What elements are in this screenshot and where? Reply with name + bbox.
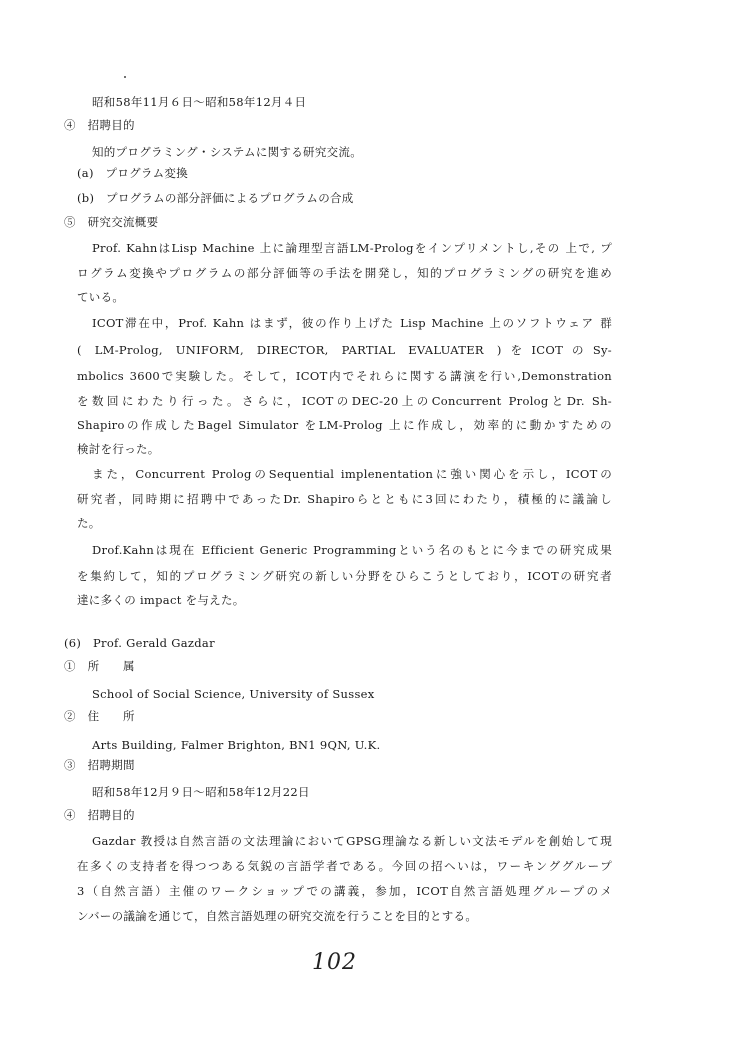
prev-purpose-heading: ④ 招聘目的: [64, 118, 135, 132]
gazdar-period-heading: ③ 招聘期間: [64, 758, 135, 772]
summary-line: ている。: [77, 290, 125, 304]
gazdar-purpose-line: 3（自然言語）主催のワークショップでの講義，参加，ICOT自然言語処理グループのメ: [77, 884, 612, 898]
gazdar-purpose-line: Gazdar 教授は自然言語の文法理論においてGPSG理論なる新しい文法モデルを創始して現: [92, 834, 612, 848]
gazdar-heading: (6) Prof. Gerald Gazdar: [64, 636, 215, 650]
summary-line: Prof. KahnはLisp Machine 上に論理型言語LM-Prologをインプリメントし,その 上で, プ: [92, 241, 612, 255]
page-number: 102: [312, 950, 357, 975]
summary-line: Drof.Kahnは現在 Efficient Generic Programmingという名のもとに今までの研究成果: [92, 543, 612, 557]
prev-summary-heading: ⑤ 研究交流概要: [64, 215, 159, 229]
summary-line: ICOT滞在中，Prof. Kahn はまず，彼の作り上げた Lisp Machine 上のソフトウェア 群: [92, 316, 612, 330]
summary-line: を数回にわたり行った。さらに，ICOTのDEC-20上のConcurrent PrologとDr. Sh-: [77, 394, 612, 408]
gazdar-purpose-line: ンバーの議論を通じて，自然言語処理の研究交流を行うことを目的とする。: [77, 909, 478, 923]
summary-line: ログラム変換やプログラムの部分評価等の手法を開発し，知的プログラミングの研究を進め: [77, 266, 612, 280]
prev-purpose-text: 知的プログラミング・システムに関する研究交流。: [92, 145, 363, 159]
summary-line: また，Concurrent PrologのSequential implenentationに強い関心を示し，ICOTの: [92, 467, 612, 481]
summary-line: 達に多くの impact を与えた。: [77, 593, 245, 607]
summary-line: Shapiroの作成したBagel Simulator をLM-Prolog 上に作成し，効率的に動かすための: [77, 418, 612, 432]
gazdar-purpose-heading: ④ 招聘目的: [64, 808, 135, 822]
summary-line: mbolics 3600で実験した。そして，ICOT内でそれらに関する講演を行い,Demonstration: [77, 369, 612, 383]
gazdar-address: Arts Building, Falmer Brighton, BN1 9QN, U.K.: [92, 738, 381, 752]
gazdar-purpose-line: 在多くの支持者を得つつある気鋭の言語学者である。今回の招へいは，ワーキンググループ: [77, 859, 612, 873]
gazdar-affiliation: School of Social Science, University of Sussex: [92, 687, 375, 701]
prev-period: 昭和58年11月６日〜昭和58年12月４日: [92, 95, 307, 109]
gazdar-affiliation-heading: ① 所 属: [64, 659, 135, 673]
summary-line: 検討を行った。: [77, 442, 160, 456]
gazdar-address-heading: ② 住 所: [64, 709, 135, 723]
summary-line: 研究者，同時期に招聘中であったDr. Shapiroらとともに3回にわたり，積極的に議論し: [77, 492, 612, 506]
prev-purpose-a: (a) プログラム変換: [77, 166, 189, 180]
prev-purpose-b: (b) プログラムの部分評価によるプログラムの合成: [77, 191, 354, 205]
gazdar-period: 昭和58年12月９日〜昭和58年12月22日: [92, 785, 310, 799]
summary-line: を集約して，知的プログラミング研究の新しい分野をひらこうとしており，ICOTの研究者: [77, 569, 612, 583]
scan-speck: [124, 76, 126, 78]
summary-line: ( LM-Prolog, UNIFORM, DIRECTOR, PARTIAL EVALUATER )をICOTのSy-: [77, 343, 612, 357]
summary-line: た。: [77, 516, 101, 530]
